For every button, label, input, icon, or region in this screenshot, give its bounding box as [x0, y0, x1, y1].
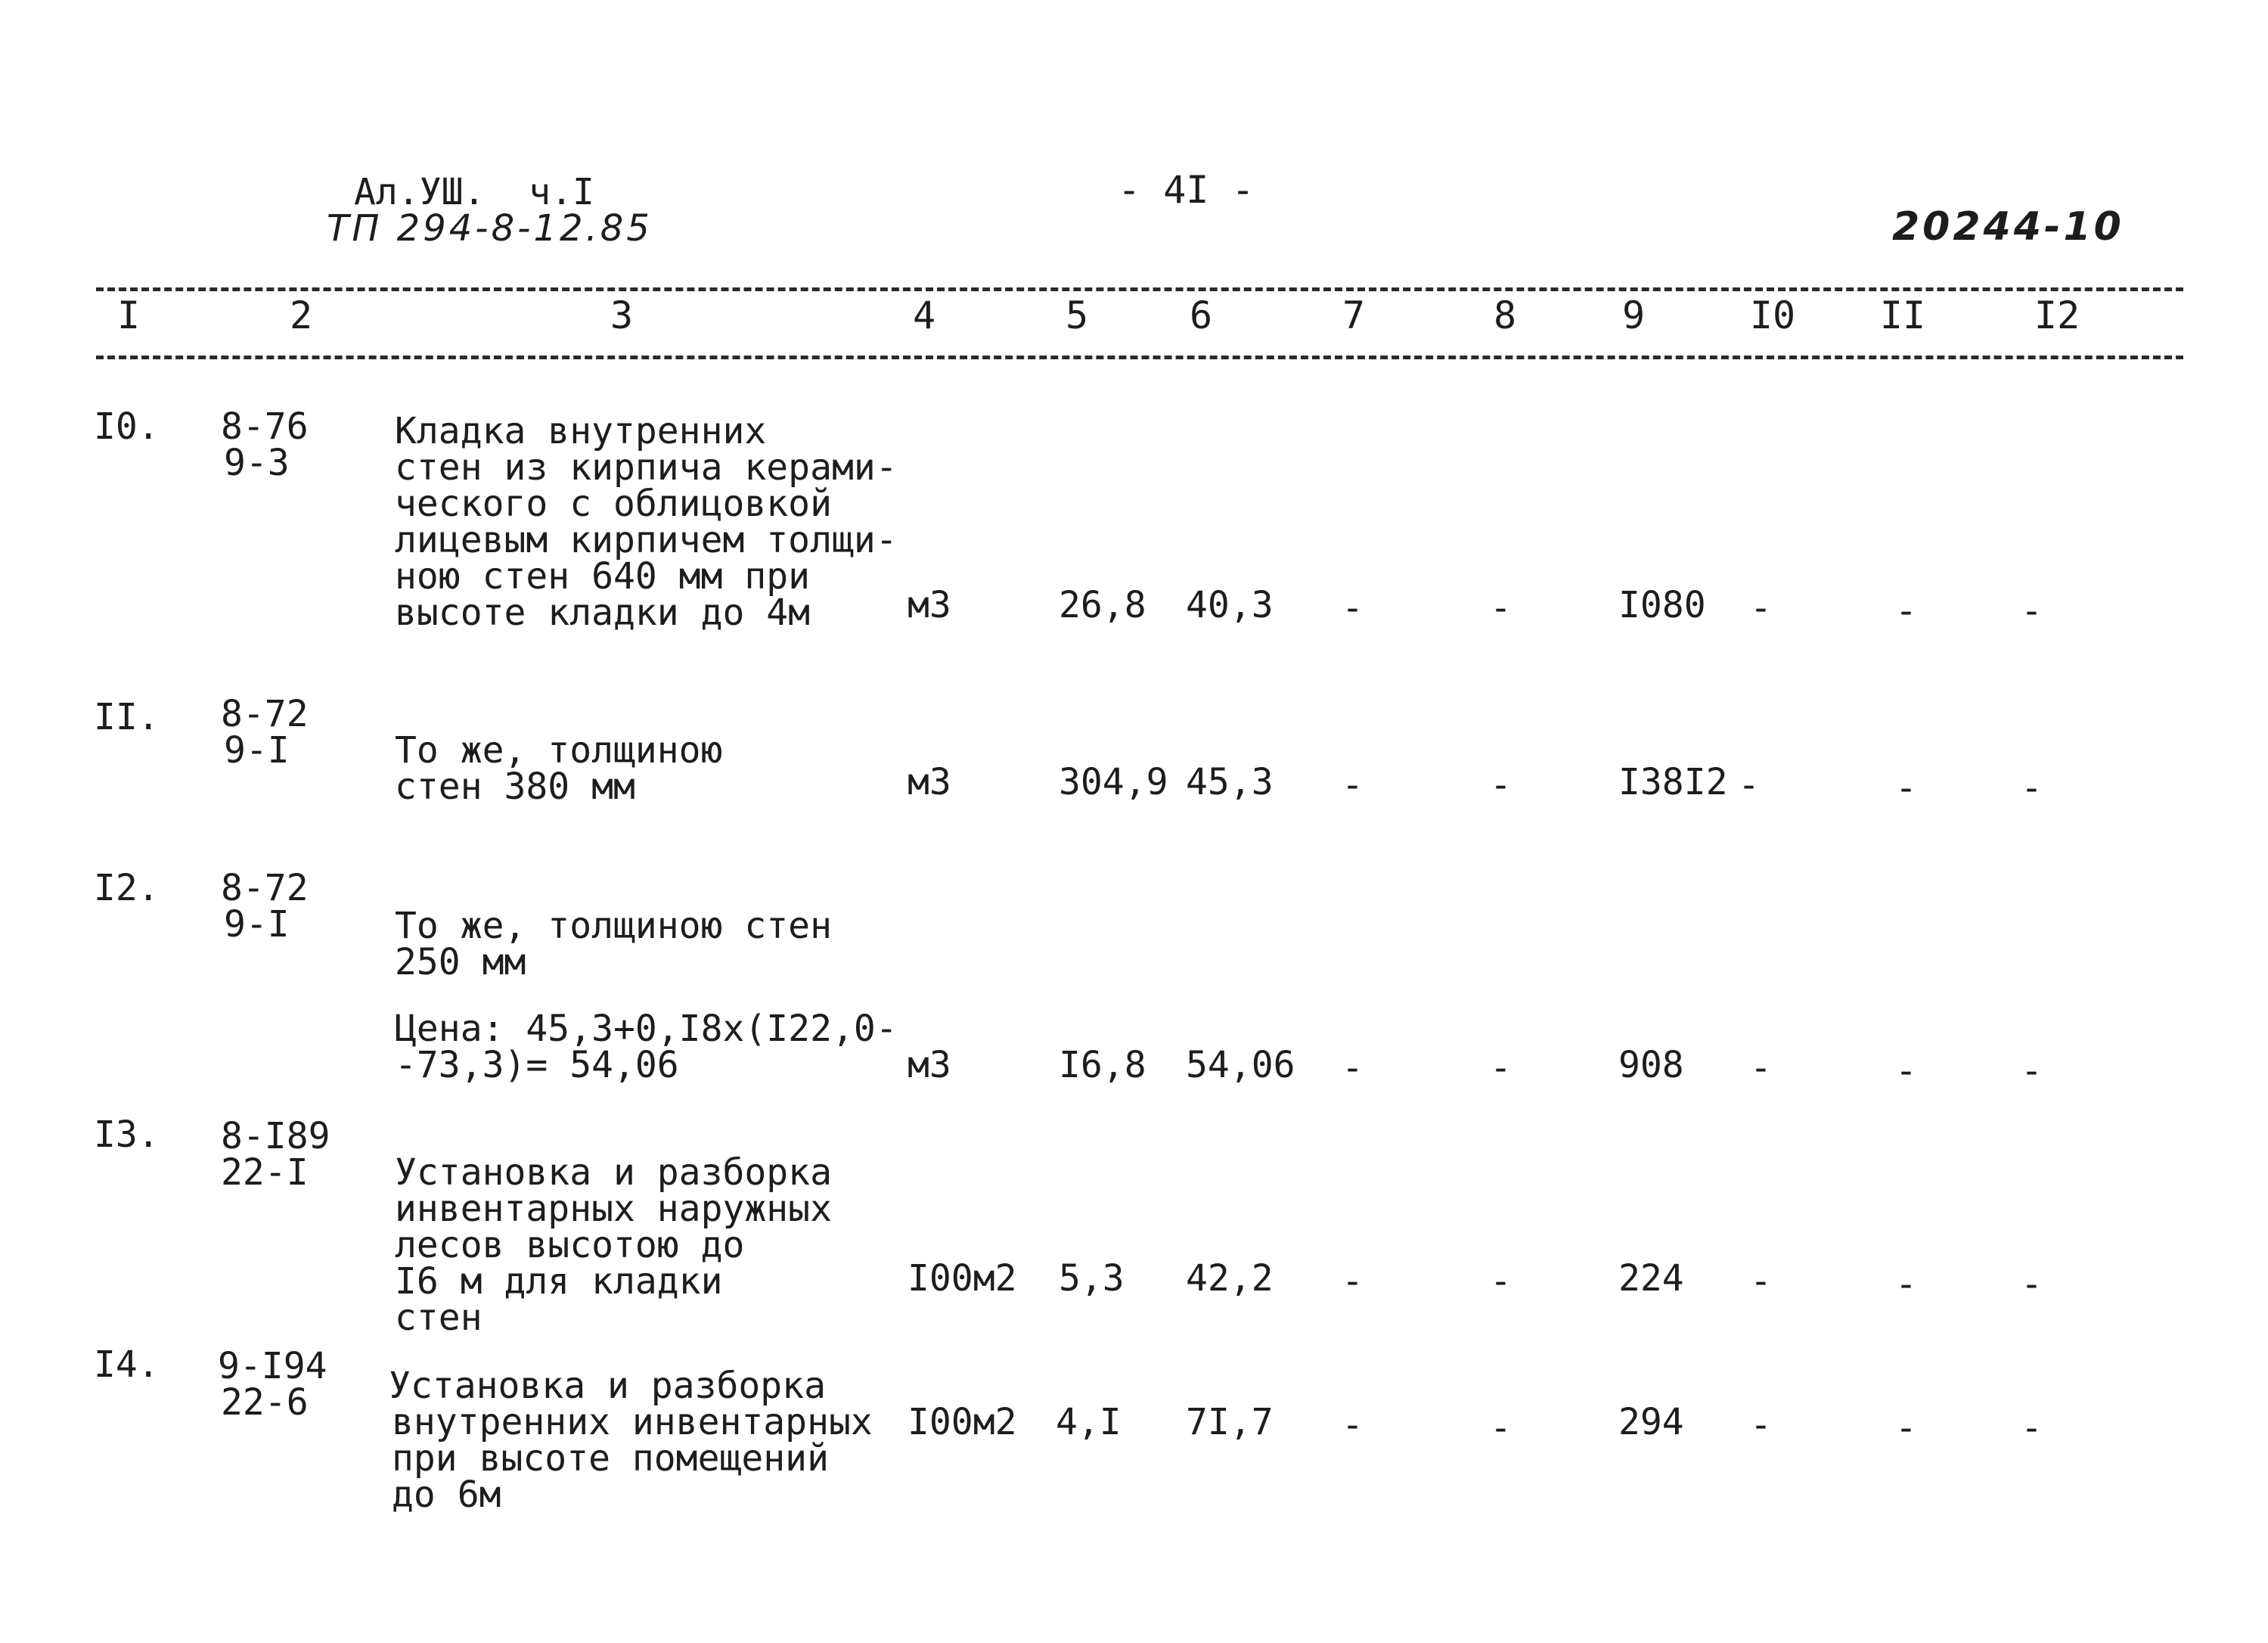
- col12-value: -: [2021, 1407, 2043, 1449]
- work-description: до 6м: [392, 1474, 501, 1516]
- work-description: 250 мм: [395, 941, 526, 983]
- work-description: ческого с облицовкой: [395, 483, 832, 525]
- rate-code: 9-I: [224, 903, 290, 946]
- col12-value: -: [2021, 1050, 2043, 1092]
- work-description: I6 м для кладки: [395, 1260, 723, 1303]
- col10-value: -: [1750, 587, 1772, 629]
- unit-price: 54,06: [1186, 1044, 1295, 1086]
- column-header: 3: [610, 294, 634, 337]
- col8-value: -: [1490, 1047, 1512, 1089]
- work-description: То же, толщиною: [395, 729, 723, 772]
- rate-code: 9-3: [224, 442, 290, 484]
- rate-code: 8-72: [221, 693, 309, 735]
- price-calculation: Цена: 45,3+0,I8x(I22,0-: [395, 1008, 898, 1050]
- col11-value: -: [1895, 1407, 1917, 1449]
- page-number: - 4I -: [1118, 168, 1255, 212]
- col10-value: -: [1750, 1260, 1772, 1303]
- work-description: высоте кладки до 4м: [395, 592, 811, 634]
- unit: I00м2: [908, 1257, 1017, 1300]
- unit: м3: [908, 584, 951, 626]
- album-label: Ал.УШ. ч.I: [354, 171, 594, 213]
- header-bottom-rule: [96, 356, 2183, 359]
- column-header: 2: [289, 294, 313, 337]
- work-description: лесов высотою до: [395, 1224, 745, 1266]
- rate-code: 22-6: [221, 1381, 309, 1424]
- col9-value: 224: [1618, 1257, 1684, 1300]
- unit-price: 40,3: [1186, 584, 1274, 626]
- col10-value: -: [1750, 1404, 1772, 1446]
- work-description: внутренних инвентарных: [392, 1401, 873, 1443]
- rate-code: 22-I: [221, 1151, 309, 1194]
- column-header: 9: [1621, 294, 1646, 337]
- col9-value: 908: [1618, 1044, 1684, 1086]
- work-description: лицевым кирпичем толщи-: [395, 519, 898, 561]
- column-header: I0: [1749, 294, 1796, 337]
- work-description: ною стен 640 мм при: [395, 555, 811, 598]
- quantity: 4,I: [1056, 1401, 1122, 1443]
- col12-value: -: [2021, 590, 2043, 632]
- work-description: Кладка внутренних: [395, 410, 767, 452]
- work-description: стен 380 мм: [395, 766, 635, 808]
- quantity: 5,3: [1059, 1257, 1125, 1300]
- column-header: I: [116, 294, 141, 337]
- row-number: I0.: [94, 405, 160, 448]
- col9-value: 294: [1618, 1401, 1684, 1443]
- col7-value: -: [1342, 1047, 1364, 1089]
- column-header: 5: [1065, 294, 1089, 337]
- col12-value: -: [2021, 767, 2043, 809]
- rate-code: 9-I94: [218, 1345, 327, 1387]
- rate-code: 8-I89: [221, 1115, 330, 1157]
- col7-value: -: [1342, 764, 1364, 806]
- unit-price: 45,3: [1186, 761, 1274, 803]
- col12-value: -: [2021, 1263, 2043, 1306]
- row-number: II.: [94, 696, 160, 738]
- rate-code: 9-I: [224, 729, 290, 772]
- column-header: 8: [1493, 294, 1517, 337]
- row-number: I4.: [94, 1343, 160, 1386]
- rate-code: 8-76: [221, 405, 309, 448]
- work-description: Установка и разборка: [389, 1365, 826, 1407]
- col9-value: I38I2: [1618, 761, 1728, 803]
- col8-value: -: [1490, 1407, 1512, 1449]
- unit-price: 42,2: [1186, 1257, 1274, 1300]
- row-number: I2.: [94, 867, 160, 909]
- column-header: 7: [1342, 294, 1366, 337]
- header-top-rule: [96, 287, 2183, 291]
- work-description: при высоте помещений: [392, 1437, 829, 1480]
- col11-value: -: [1895, 1050, 1917, 1092]
- col11-value: -: [1895, 767, 1917, 809]
- col10-value: -: [1750, 1047, 1772, 1089]
- price-calculation: -73,3)= 54,06: [395, 1044, 679, 1086]
- unit: I00м2: [908, 1401, 1017, 1443]
- col7-value: -: [1342, 587, 1364, 629]
- work-description: То же, толщиною стен: [395, 905, 832, 947]
- col7-value: -: [1342, 1404, 1364, 1446]
- document-number: 20244-10: [1892, 204, 2124, 250]
- col8-value: -: [1490, 764, 1512, 806]
- project-code: ТП 294-8-12.85: [327, 207, 653, 250]
- col7-value: -: [1342, 1260, 1364, 1303]
- col10-value: -: [1738, 764, 1760, 806]
- column-header: I2: [2034, 294, 2080, 337]
- work-description: инвентарных наружных: [395, 1188, 832, 1230]
- quantity: 26,8: [1059, 584, 1146, 626]
- quantity: I6,8: [1059, 1044, 1146, 1086]
- work-description: Установка и разборка: [395, 1151, 832, 1194]
- unit-price: 7I,7: [1186, 1401, 1274, 1443]
- col9-value: I080: [1618, 584, 1706, 626]
- column-header: 6: [1189, 294, 1213, 337]
- unit: м3: [908, 1044, 951, 1086]
- unit: м3: [908, 761, 951, 803]
- col8-value: -: [1490, 1260, 1512, 1303]
- column-header: 4: [912, 294, 936, 337]
- col11-value: -: [1895, 1263, 1917, 1306]
- rate-code: 8-72: [221, 867, 309, 909]
- col11-value: -: [1895, 590, 1917, 632]
- quantity: 304,9: [1059, 761, 1168, 803]
- col8-value: -: [1490, 587, 1512, 629]
- row-number: I3.: [94, 1113, 160, 1156]
- work-description: стен: [395, 1297, 482, 1339]
- column-header: II: [1879, 294, 1926, 337]
- work-description: стен из кирпича керами-: [395, 446, 898, 489]
